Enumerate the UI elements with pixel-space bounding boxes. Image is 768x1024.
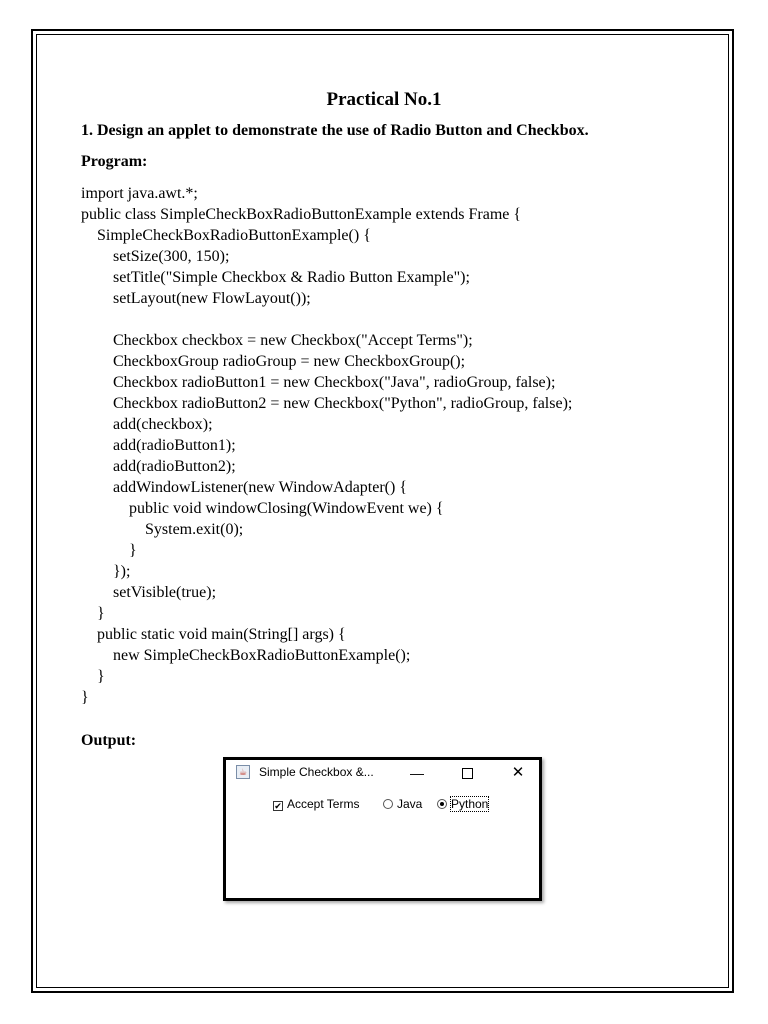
- checkbox-check-icon: ✔: [274, 801, 282, 811]
- code-line: public static void main(String[] args) {: [81, 626, 346, 643]
- code-line: add(radioButton2);: [81, 458, 236, 475]
- code-line: CheckboxGroup radioGroup = new CheckboxGroup();: [81, 353, 466, 370]
- window-title: Simple Checkbox &...: [259, 765, 374, 779]
- code-line: Checkbox radioButton2 = new Checkbox("Python", radioGroup, false);: [81, 395, 573, 412]
- code-line: SimpleCheckBoxRadioButtonExample() {: [81, 227, 371, 244]
- radio-selected-icon: [437, 799, 447, 809]
- maximize-icon: [462, 768, 473, 779]
- code-line: public void windowClosing(WindowEvent we) {: [81, 500, 444, 517]
- window-client-area: [226, 787, 539, 898]
- java-window-screenshot: [223, 757, 542, 901]
- program-label: Program:: [81, 153, 148, 170]
- radio-java-label: Java: [397, 797, 423, 811]
- code-line: });: [81, 563, 131, 580]
- code-line: Checkbox radioButton1 = new Checkbox("Java", radioGroup, false);: [81, 374, 556, 391]
- code-listing: [81, 183, 572, 708]
- code-line: setSize(300, 150);: [81, 248, 230, 265]
- accept-terms-checkbox[interactable]: [273, 797, 359, 811]
- code-line: [81, 309, 572, 330]
- question-text: 1. Design an applet to demonstrate the use of Radio Button and Checkbox.: [81, 122, 589, 139]
- code-line: addWindowListener(new WindowAdapter() {: [81, 479, 408, 496]
- radio-java[interactable]: [383, 797, 422, 811]
- code-line: }: [81, 689, 89, 706]
- code-line: public class SimpleCheckBoxRadioButtonExample extends Frame {: [81, 206, 522, 223]
- radio-python-label: Python: [451, 797, 489, 811]
- close-button[interactable]: ✕: [511, 764, 525, 781]
- code-line: setTitle("Simple Checkbox & Radio Button Example");: [81, 269, 470, 286]
- practical-title: Practical No.1: [326, 89, 442, 110]
- code-line: setVisible(true);: [81, 584, 217, 601]
- code-line: new SimpleCheckBoxRadioButtonExample();: [81, 647, 411, 664]
- code-line: add(radioButton1);: [81, 437, 236, 454]
- output-label: Output:: [81, 732, 137, 749]
- checkbox-label: Accept Terms: [287, 797, 360, 811]
- java-app-icon: ☕: [236, 765, 250, 779]
- code-line: setLayout(new FlowLayout());: [81, 290, 311, 307]
- radio-python[interactable]: [437, 797, 488, 811]
- code-line: }: [81, 605, 105, 622]
- code-line: System.exit(0);: [81, 521, 244, 538]
- minimize-button[interactable]: —: [410, 765, 424, 781]
- radio-unselected-icon: [383, 799, 393, 809]
- code-line: add(checkbox);: [81, 416, 213, 433]
- code-line: Checkbox checkbox = new Checkbox("Accept Terms");: [81, 332, 473, 349]
- code-line: }: [81, 668, 105, 685]
- code-line: import java.awt.*;: [81, 185, 198, 202]
- code-line: }: [81, 542, 137, 559]
- maximize-button[interactable]: [452, 762, 482, 784]
- window-titlebar: [226, 760, 539, 787]
